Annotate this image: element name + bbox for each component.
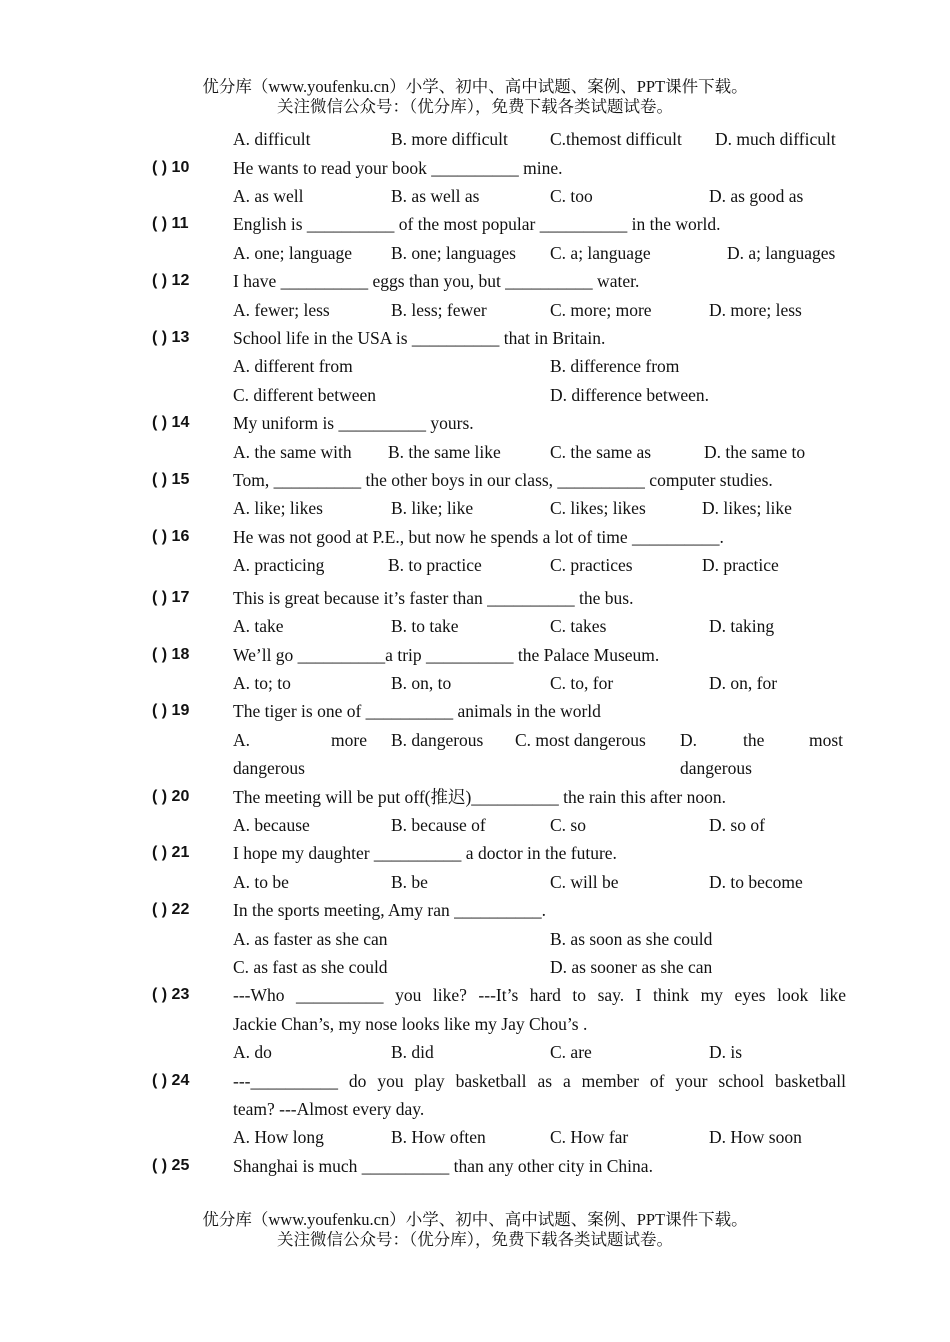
- q19-text: The tiger is one of __________ animals in the world: [233, 701, 601, 721]
- q20-option-c: C. so: [550, 815, 586, 835]
- q20-option-b: B. because of: [391, 815, 486, 835]
- q10-text: He wants to read your book __________ mine.: [233, 158, 563, 178]
- q23-text-line-1: ---Who __________ you like? ---It’s hard to say. I think my eyes look like: [233, 985, 846, 1005]
- q12-option-c: C. more; more: [550, 300, 652, 320]
- q16-option-a: A. practicing: [233, 555, 325, 575]
- q14-option-b: B. the same like: [388, 442, 501, 462]
- q11-option-d: D. a; languages: [727, 243, 836, 263]
- q9-option-a: A. difficult: [233, 129, 311, 149]
- page-footer: [0, 1210, 950, 1250]
- q18-text: We’ll go __________a trip __________ the Palace Museum.: [233, 645, 660, 665]
- q16-option-d: D. practice: [702, 555, 779, 575]
- q18-option-d: D. on, for: [709, 673, 778, 693]
- q19-option-a-word: more: [331, 730, 367, 750]
- q10-option-d: D. as good as: [709, 186, 804, 206]
- q14-option-a: A. the same with: [233, 442, 352, 462]
- q22-option-b: B. as soon as she could: [550, 929, 713, 949]
- q24-option-c: C. How far: [550, 1127, 629, 1147]
- q19-option-a-letter: A.: [233, 730, 251, 750]
- q17-text: This is great because it’s faster than __________ the bus.: [233, 588, 634, 608]
- q19-option-d-word-2: most: [809, 730, 844, 750]
- q17-option-d: D. taking: [709, 616, 775, 636]
- q19-option-d-continued: dangerous: [680, 758, 752, 778]
- q21-text: I hope my daughter __________ a doctor in the future.: [233, 843, 617, 863]
- q24-option-d: D. How soon: [709, 1127, 802, 1147]
- q15-option-c: C. likes; likes: [550, 498, 646, 518]
- q13-option-a: A. different from: [233, 356, 353, 376]
- q20-number: ( ) 20: [152, 788, 190, 805]
- q9-option-b: B. more difficult: [391, 129, 508, 149]
- header-line-2: 关注微信公众号：（优分库），免费下载各类试题试卷。: [277, 97, 673, 116]
- q17-option-a: A. take: [233, 616, 284, 636]
- q14-option-c: C. the same as: [550, 442, 652, 462]
- q15-option-b: B. like; like: [391, 498, 474, 518]
- q11-option-c: C. a; language: [550, 243, 651, 263]
- q12-option-b: B. less; fewer: [391, 300, 487, 320]
- q10-option-a: A. as well: [233, 186, 304, 206]
- q23-option-b: B. did: [391, 1042, 434, 1062]
- q20-text: The meeting will be put off(推迟)__________ the rain this after noon.: [233, 787, 726, 807]
- q19-option-d-word-1: the: [743, 730, 765, 750]
- q15-option-d: D. likes; like: [702, 498, 792, 518]
- q23-text-line-2: Jackie Chan’s, my nose looks like my Jay Chou’s .: [233, 1014, 588, 1034]
- q24-number: ( ) 24: [152, 1072, 190, 1089]
- q21-option-b: B. be: [391, 872, 428, 892]
- q16-option-b: B. to practice: [388, 555, 482, 575]
- q15-text: Tom, __________ the other boys in our class, __________ computer studies.: [233, 470, 773, 490]
- q24-text-line-2: team? ---Almost every day.: [233, 1099, 425, 1119]
- q20-option-a: A. because: [233, 815, 310, 835]
- q12-option-a: A. fewer; less: [233, 300, 330, 320]
- q22-number: ( ) 22: [152, 901, 190, 918]
- q25-number: ( ) 25: [152, 1157, 190, 1174]
- q12-text: I have __________ eggs than you, but __________ water.: [233, 271, 640, 291]
- q15-number: ( ) 15: [152, 471, 190, 488]
- q23-option-c: C. are: [550, 1042, 592, 1062]
- q10-number: ( ) 10: [152, 159, 190, 176]
- q22-option-c: C. as fast as she could: [233, 957, 388, 977]
- q21-option-d: D. to become: [709, 872, 803, 892]
- q24-option-a: A. How long: [233, 1127, 324, 1147]
- q23-option-a: A. do: [233, 1042, 272, 1062]
- footer-line-2: 关注微信公众号：（优分库），免费下载各类试题试卷。: [277, 1230, 673, 1249]
- q10-option-b: B. as well as: [391, 186, 480, 206]
- q16-option-c: C. practices: [550, 555, 633, 575]
- q12-number: ( ) 12: [152, 272, 190, 289]
- q16-number: ( ) 16: [152, 528, 190, 545]
- page-header: [0, 77, 950, 117]
- q13-option-c: C. different between: [233, 385, 377, 405]
- q12-option-d: D. more; less: [709, 300, 802, 320]
- q24-option-b: B. How often: [391, 1127, 486, 1147]
- q18-number: ( ) 18: [152, 646, 190, 663]
- q9-option-c: C.themost difficult: [550, 129, 682, 149]
- q19-option-a-continued: dangerous: [233, 758, 305, 778]
- q18-option-c: C. to, for: [550, 673, 614, 693]
- q17-option-b: B. to take: [391, 616, 459, 636]
- q11-option-a: A. one; language: [233, 243, 353, 263]
- q14-number: ( ) 14: [152, 414, 190, 431]
- q22-option-a: A. as faster as she can: [233, 929, 388, 949]
- q25-text: Shanghai is much __________ than any other city in China.: [233, 1156, 653, 1176]
- q16-text: He was not good at P.E., but now he spends a lot of time __________.: [233, 527, 724, 547]
- q24-text-line-1: ---__________ do you play basketball as a member of your school basketball: [233, 1071, 846, 1091]
- q21-number: ( ) 21: [152, 844, 190, 861]
- q13-option-b: B. difference from: [550, 356, 680, 376]
- q11-number: ( ) 11: [152, 215, 189, 232]
- q23-option-d: D. is: [709, 1042, 743, 1062]
- q11-text: English is __________ of the most popular __________ in the world.: [233, 214, 721, 234]
- q14-text: My uniform is __________ yours.: [233, 413, 474, 433]
- footer-line-1: 优分库（www.youfenku.cn）小学、初中、高中试题、案例、PPT课件下载。: [202, 1210, 748, 1229]
- q20-option-d: D. so of: [709, 815, 765, 835]
- q15-option-a: A. like; likes: [233, 498, 323, 518]
- q13-text: School life in the USA is __________ that in Britain.: [233, 328, 606, 348]
- q10-option-c: C. too: [550, 186, 593, 206]
- q11-option-b: B. one; languages: [391, 243, 516, 263]
- q18-option-b: B. on, to: [391, 673, 452, 693]
- q19-option-b: B. dangerous: [391, 730, 484, 750]
- q17-number: ( ) 17: [152, 589, 190, 606]
- q23-number: ( ) 23: [152, 986, 190, 1003]
- q9-option-d: D. much difficult: [715, 129, 836, 149]
- q14-option-d: D. the same to: [704, 442, 806, 462]
- q13-option-d: D. difference between.: [550, 385, 710, 405]
- q13-number: ( ) 13: [152, 329, 190, 346]
- q21-option-a: A. to be: [233, 872, 289, 892]
- header-line-1: 优分库（www.youfenku.cn）小学、初中、高中试题、案例、PPT课件下载。: [202, 77, 748, 96]
- q18-option-a: A. to; to: [233, 673, 291, 693]
- q19-option-d-letter: D.: [680, 730, 698, 750]
- q21-option-c: C. will be: [550, 872, 619, 892]
- q17-option-c: C. takes: [550, 616, 607, 636]
- q22-text: In the sports meeting, Amy ran __________.: [233, 900, 547, 920]
- q19-option-c: C. most dangerous: [515, 730, 646, 750]
- q22-option-d: D. as sooner as she can: [550, 957, 713, 977]
- q19-number: ( ) 19: [152, 702, 190, 719]
